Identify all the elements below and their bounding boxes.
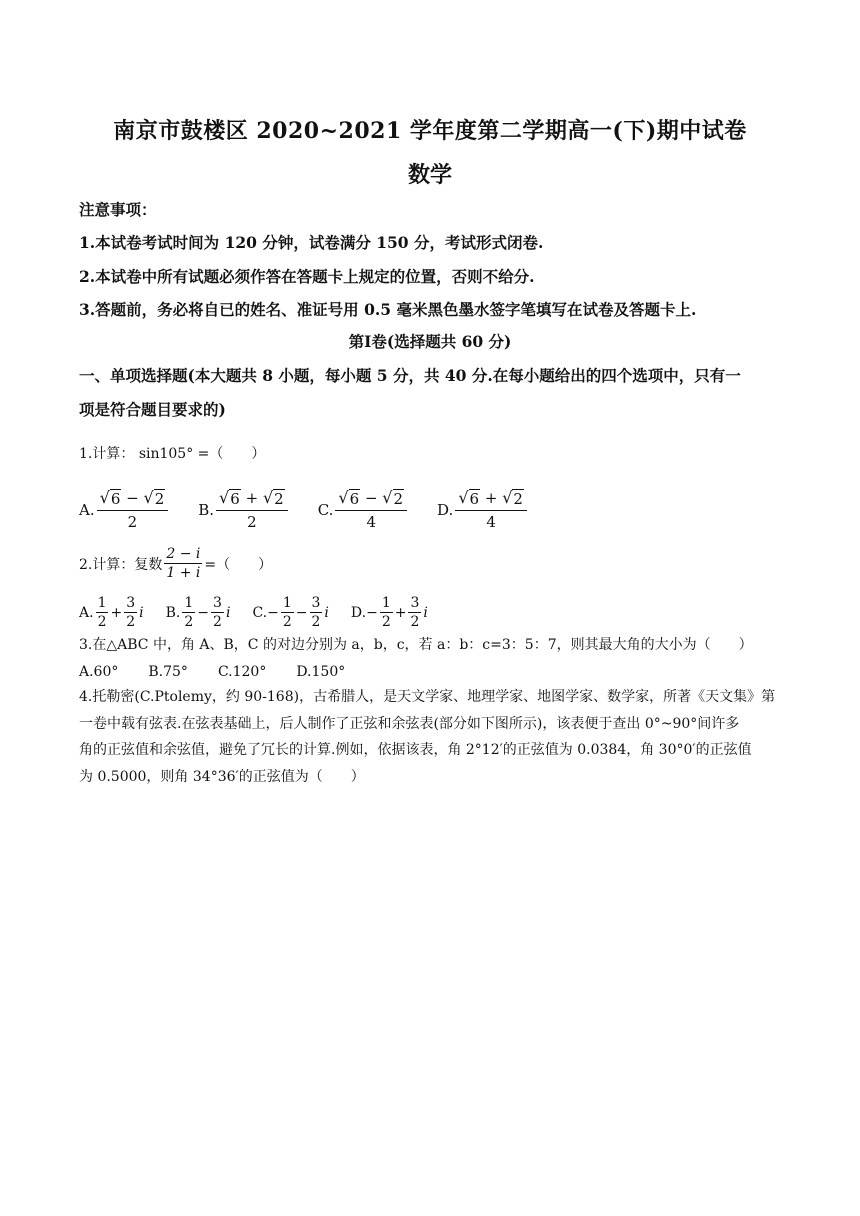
q3-options xyxy=(79,664,345,680)
q3-stem: 3.在△ABC 中，角 A、B，C 的对边分别为 a，b，c，若 a：b：c=3：5：7，则其最大角的大小为（ ） xyxy=(79,637,753,653)
q2-option-c[interactable]: C. − $\frac{1}{2}$ − $\frac{3}{2}$ i xyxy=(252,595,329,630)
q4-stem xyxy=(79,684,781,790)
q1-options xyxy=(79,487,557,533)
q3-option-a[interactable]: A.60° xyxy=(79,664,119,680)
q2-suffix: =（ ） xyxy=(204,556,273,573)
q1-option-a[interactable] xyxy=(79,487,170,533)
q3-option-d[interactable]: D.150° xyxy=(296,664,346,680)
q4-line-1: 4.托勒密(C.Ptolemy，约 90-168)，古希腊人，是天文学家、地理学家、地图学家、数学家，所著《天文集》第 xyxy=(79,689,776,705)
q3-option-b[interactable]: B.75° xyxy=(148,664,188,680)
q1-stem xyxy=(79,443,265,463)
subject-title: 数学 xyxy=(407,162,452,188)
section-title: 第Ⅰ卷(选择题共 60 分) xyxy=(348,332,512,351)
q1-option-b[interactable] xyxy=(198,487,289,533)
fraction: √ 6 + √ 2 4 xyxy=(455,487,527,533)
option-label: B. xyxy=(198,501,215,519)
q1-expr: sin105° =（ ） xyxy=(138,446,266,462)
notice-item-1: 1.本试卷考试时间为 120 分钟，试卷满分 150 分，考试形式闭卷. xyxy=(79,233,544,252)
q4-line-3: 角的正弦值和余弦值，避免了冗长的计算.例如，依据该表，角 2°12′的正弦值为 0.0384，角 30°0′的正弦值 xyxy=(79,742,752,758)
option-label: A. xyxy=(79,501,95,519)
q1-option-d[interactable] xyxy=(437,487,529,533)
fraction: √ 6 − √ 2 4 xyxy=(335,487,407,533)
fraction: √ 6 − √ 2 2 xyxy=(97,487,169,533)
part-heading-line2: 项是符合题目要求的) xyxy=(79,400,226,419)
notice-item-2: 2.本试卷中所有试题必须作答在答题卡上规定的位置，否则不给分. xyxy=(79,267,535,286)
q1-option-c[interactable] xyxy=(318,487,409,533)
fraction: √ 6 + √ 2 2 xyxy=(216,487,288,533)
option-label: C. xyxy=(317,501,334,519)
q4-line-4: 为 0.5000，则角 34°36′的正弦值为（ ） xyxy=(79,768,365,785)
q2-option-a[interactable]: A. $\frac{1}{2}$ + $\frac{3}{2}$ i xyxy=(79,595,144,630)
exam-title: 南京市鼓楼区 2020~2021 学年度第二学期高一(下)期中试卷 xyxy=(113,118,747,144)
q2-option-d[interactable]: D. − $\frac{1}{2}$ + $\frac{3}{2}$ i xyxy=(350,595,428,630)
part-heading-line1: 一、单项选择题(本大题共 8 小题，每小题 5 分，共 40 分.在每小题给出的四个选项中，只有一 xyxy=(79,366,741,385)
notice-heading: 注意事项： xyxy=(79,200,157,219)
option-label: D. xyxy=(437,501,454,519)
q2-option-b[interactable]: B. $\frac{1}{2}$ − $\frac{3}{2}$ i xyxy=(165,595,231,630)
notice-item-3: 3.答题前，务必将自已的姓名、准证号用 0.5 毫米黑色墨水签字笔填写在试卷及答题卡上. xyxy=(79,300,697,319)
q2-options xyxy=(79,594,450,631)
q2-prefix: 2.计算：复数 xyxy=(79,556,163,573)
q3-option-c[interactable]: C.120° xyxy=(217,664,267,680)
q2-stem xyxy=(79,545,272,582)
q4-line-2: 一卷中载有弦表.在弦表基础上，后人制作了正弦和余弦表(部分如下图所示)，该表便于查出 0°~90°间许多 xyxy=(79,715,740,732)
q2-fraction: $\frac{2 - i}{1 + i}$ xyxy=(166,546,201,581)
q1-prefix: 1.计算： xyxy=(79,446,135,462)
